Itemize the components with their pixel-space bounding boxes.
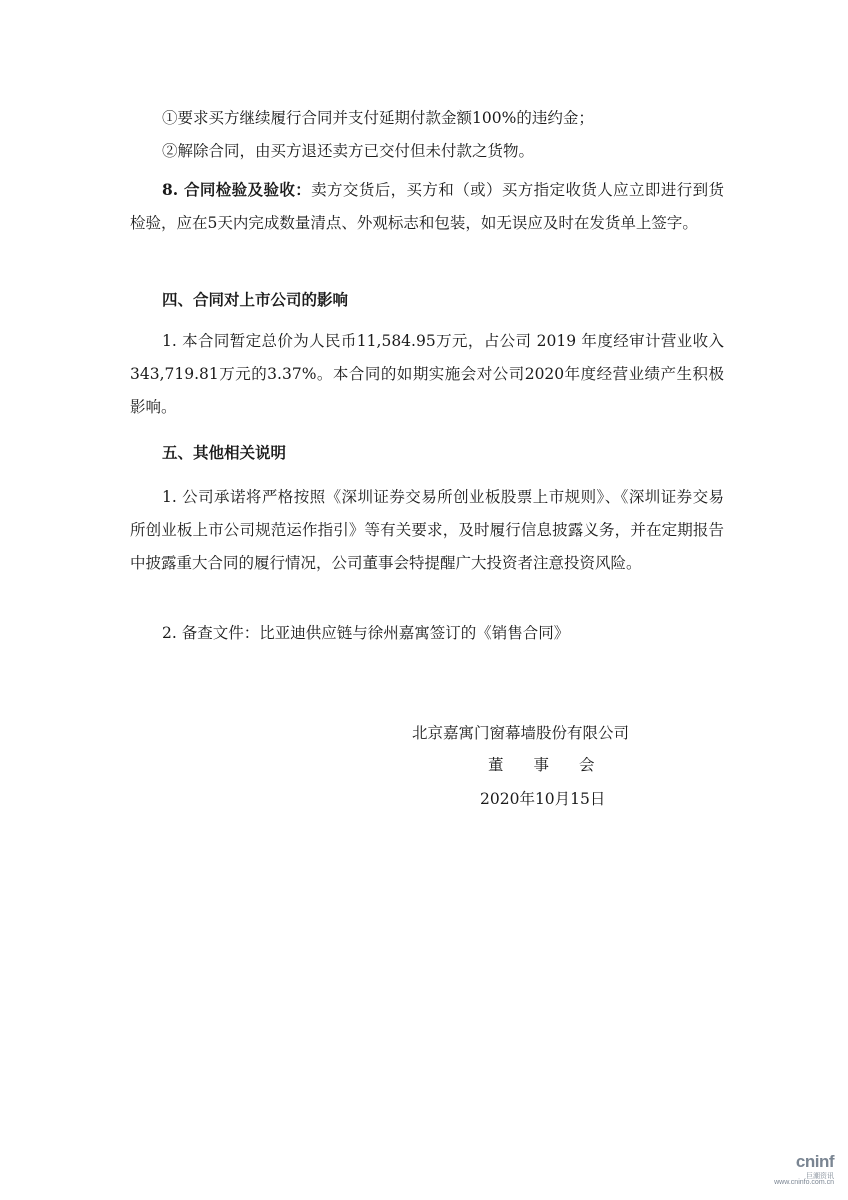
watermark-brand: cninf [795,1152,834,1171]
signature-company: 北京嘉寓门窗幕墙股份有限公司 [412,724,630,742]
section-4-paragraph-1: 1. 本合同暂定总价为人民币11,584.95万元，占公司 2019 年度经审计营业收入343,719.81万元的3.37%。本合同的如期实施会对公司2020年度经营业绩产生积极影响。 [130,332,724,416]
clause-8-text: 卖方交货后，买方和（或）买方指定收货人应立即进行到货检验，应在5天内完成数量清点、外观标志和包装，如无误应及时在发货单上签字。 [130,181,725,232]
clause-8 [130,173,724,240]
section-4-heading: 四、合同对上市公司的影响 [162,290,349,309]
section-5-heading: 五、其他相关说明 [162,443,287,462]
signature-board: 董事会 [488,756,625,774]
list-item-2: ②解除合同，由买方退还卖方已交付但未付款之货物。 [162,142,535,160]
list-item-1: ①要求买方继续履行合同并支付延期付款金额100%的违约金； [162,109,594,127]
section-5-paragraph-1: 1. 公司承诺将严格按照《深圳证券交易所创业板股票上市规则》、《深圳证券交易所创业板上市公司规范运作指引》等有关要求，及时履行信息披露义务，并在定期报告中披露重大合同的履行情况，公司董事会特提醒广大投资者注意投资风险。 [130,488,724,572]
cninfo-watermark-logo [750,1152,834,1188]
watermark-sub: 巨潮资讯 [806,1173,834,1180]
clause-8-label: 8. 合同检验及验收： [162,180,312,199]
signature-date: 2020年10月15日 [480,790,606,808]
section-5-paragraph-2: 2. 备查文件：比亚迪供应链与徐州嘉寓签订的《销售合同》 [162,624,570,642]
watermark-url: www.cninfo.com.cn [774,1179,834,1186]
